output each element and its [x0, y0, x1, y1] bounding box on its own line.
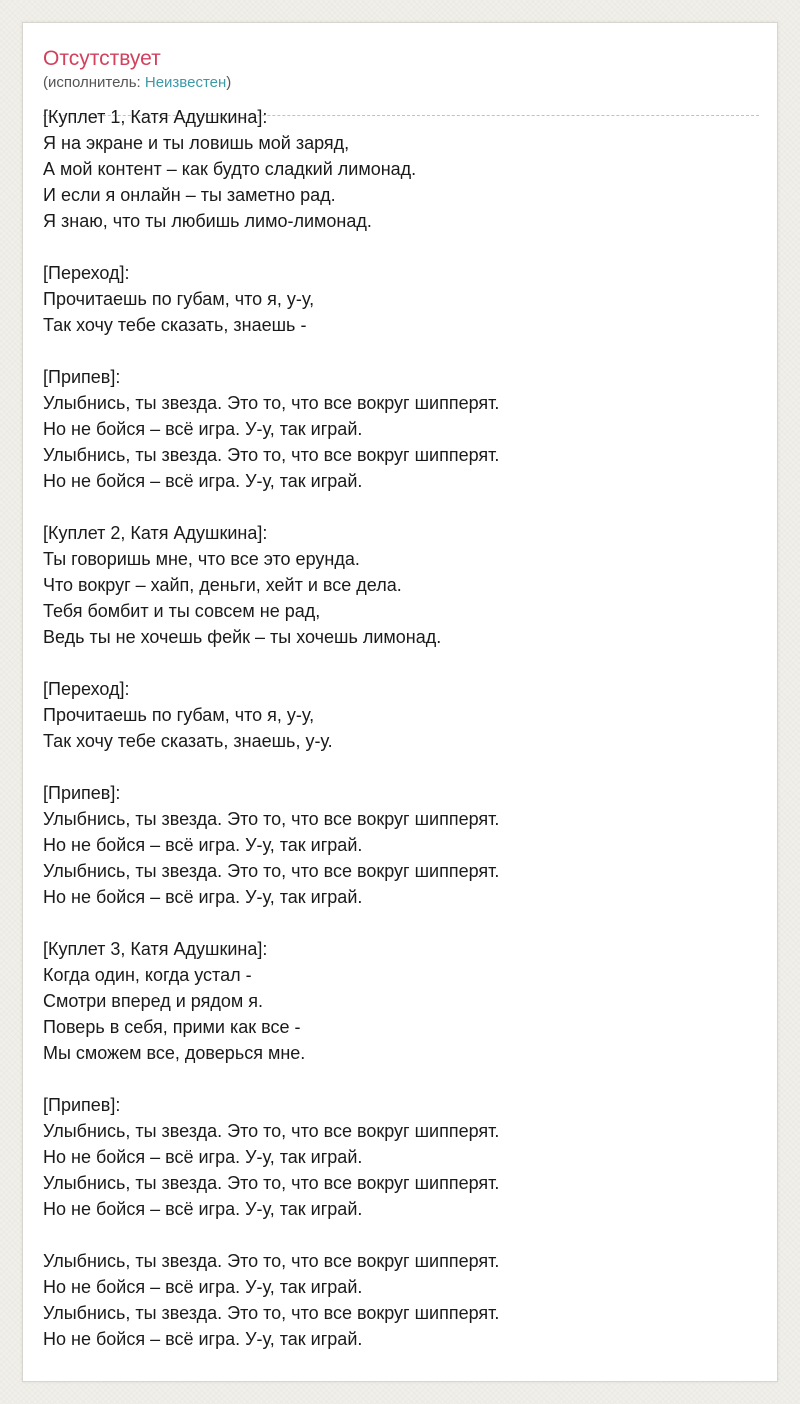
artist-suffix: )	[226, 74, 232, 91]
stanza-gap	[43, 234, 759, 260]
section-heading: [Припев]:	[43, 783, 121, 803]
artist-prefix: (исполнитель:	[43, 74, 145, 91]
stanza-gap	[43, 338, 759, 364]
lyric-line: Улыбнись, ты звезда. Это то, что все вокруг шипперят.	[43, 445, 500, 465]
stanza-gap	[43, 494, 759, 520]
artist-link[interactable]: Неизвестен	[144, 74, 227, 91]
stanza-gap	[43, 650, 759, 676]
lyric-line: А мой контент – как будто сладкий лимонад.	[43, 159, 417, 179]
artist-line	[43, 73, 231, 93]
section-heading: [Куплет 2, Катя Адушкина]:	[43, 523, 268, 543]
lyric-line: Улыбнись, ты звезда. Это то, что все вокруг шипперят.	[43, 1121, 500, 1141]
lyric-line: Но не бойся – всё игра. У-у, так играй.	[43, 887, 363, 907]
lyric-line: Но не бойся – всё игра. У-у, так играй.	[43, 1147, 363, 1167]
song-title: Отсутствует	[43, 47, 161, 70]
lyrics-card	[22, 22, 778, 1382]
lyric-line: Прочитаешь по губам, что я, у-у,	[43, 289, 315, 309]
section-heading: [Припев]:	[43, 367, 121, 387]
lyric-line: Улыбнись, ты звезда. Это то, что все вокруг шипперят.	[43, 861, 500, 881]
lyric-line: Поверь в себя, прими как все -	[43, 1017, 301, 1037]
lyric-line: Так хочу тебе сказать, знаешь, у-у.	[43, 731, 333, 751]
section-heading: [Переход]:	[43, 679, 130, 699]
lyric-line: Ты говоришь мне, что все это ерунда.	[43, 549, 360, 569]
lyric-line: Улыбнись, ты звезда. Это то, что все вокруг шипперят.	[43, 1173, 500, 1193]
lyrics-body	[43, 104, 759, 1352]
section-heading: [Куплет 1, Катя Адушкина]:	[43, 107, 268, 127]
stanza-gap	[43, 1066, 759, 1092]
lyric-line: Улыбнись, ты звезда. Это то, что все вокруг шипперят.	[43, 393, 500, 413]
lyric-line: Что вокруг – хайп, деньги, хейт и все дела.	[43, 575, 402, 595]
lyric-line: Но не бойся – всё игра. У-у, так играй.	[43, 1199, 363, 1219]
stanza-gap	[43, 754, 759, 780]
stanza-gap	[43, 910, 759, 936]
lyric-line: Улыбнись, ты звезда. Это то, что все вокруг шипперят.	[43, 1251, 500, 1271]
lyric-line: Но не бойся – всё игра. У-у, так играй.	[43, 419, 363, 439]
lyric-line: Мы сможем все, доверься мне.	[43, 1043, 306, 1063]
lyric-line: Я знаю, что ты любишь лимо-лимонад.	[43, 211, 372, 231]
stanza-gap	[43, 1222, 759, 1248]
lyric-line: Я на экране и ты ловишь мой заряд,	[43, 133, 350, 153]
lyric-line: Прочитаешь по губам, что я, у-у,	[43, 705, 315, 725]
lyric-line: Смотри вперед и рядом я.	[43, 991, 263, 1011]
lyric-line: Улыбнись, ты звезда. Это то, что все вокруг шипперят.	[43, 1303, 500, 1323]
lyric-line: Но не бойся – всё игра. У-у, так играй.	[43, 1329, 363, 1349]
lyric-line: Так хочу тебе сказать, знаешь -	[43, 315, 307, 335]
lyric-line: Но не бойся – всё игра. У-у, так играй.	[43, 835, 363, 855]
lyric-line: Но не бойся – всё игра. У-у, так играй.	[43, 1277, 363, 1297]
lyric-line: И если я онлайн – ты заметно рад.	[43, 185, 336, 205]
lyric-line: Но не бойся – всё игра. У-у, так играй.	[43, 471, 363, 491]
section-heading: [Переход]:	[43, 263, 130, 283]
lyric-line: Улыбнись, ты звезда. Это то, что все вокруг шипперят.	[43, 809, 500, 829]
lyric-line: Ведь ты не хочешь фейк – ты хочешь лимонад.	[43, 627, 442, 647]
section-heading: [Припев]:	[43, 1095, 121, 1115]
lyric-line: Когда один, когда устал -	[43, 965, 252, 985]
lyric-line: Тебя бомбит и ты совсем не рад,	[43, 601, 321, 621]
section-heading: [Куплет 3, Катя Адушкина]:	[43, 939, 268, 959]
